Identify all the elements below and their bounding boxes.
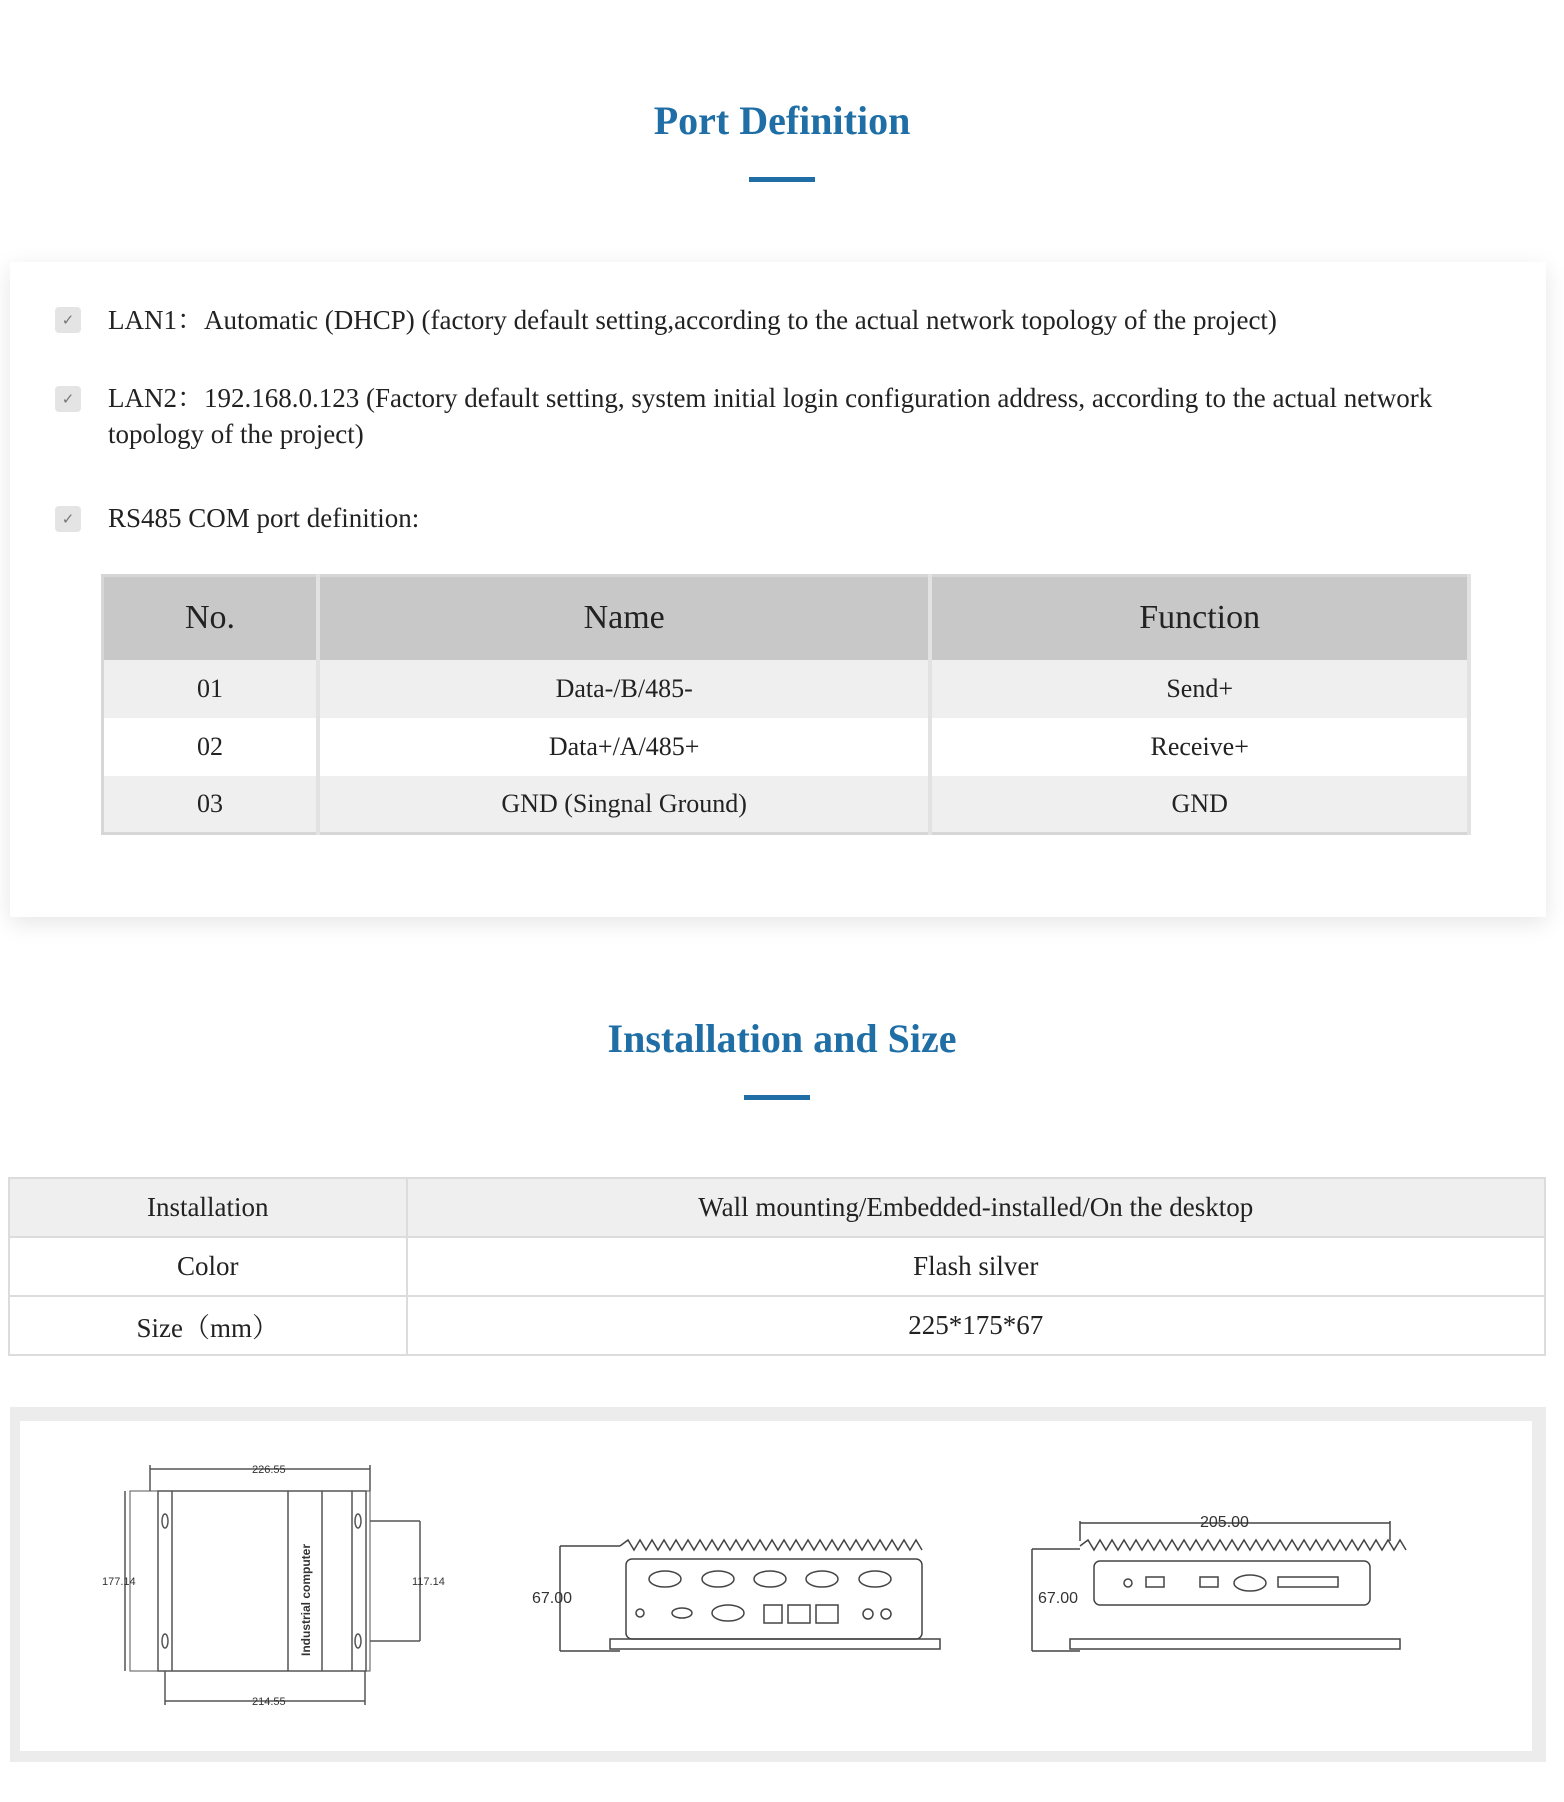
dim-width-top: 226.55 — [252, 1464, 286, 1476]
rear-view-drawing — [1032, 1521, 1406, 1651]
rs485-table — [101, 574, 1471, 835]
cell-name: Data-/B/485- — [318, 660, 930, 718]
header-name: Name — [318, 576, 930, 660]
dim-width-bottom: 214.55 — [252, 1696, 286, 1708]
cell-value: 225*175*67 — [407, 1296, 1545, 1355]
table-row — [103, 776, 1470, 834]
table-row — [103, 718, 1470, 776]
cell-name: GND (Singnal Ground) — [318, 776, 930, 834]
dim-height-right: 117.14 — [412, 1576, 445, 1588]
cell-key: Installation — [9, 1178, 407, 1237]
table-row — [9, 1178, 1545, 1237]
cell-value: Wall mounting/Embedded-installed/On the desktop — [407, 1178, 1545, 1237]
cell-function: Send+ — [930, 660, 1469, 718]
front-view-drawing — [560, 1540, 940, 1651]
top-view-drawing — [125, 1465, 420, 1705]
dim-rear-width: 205.00 — [1200, 1514, 1249, 1531]
dim-height-left: 177.14 — [102, 1576, 136, 1588]
cell-no: 02 — [103, 718, 318, 776]
check-icon: ✓ — [55, 307, 81, 333]
dim-front-height: 67.00 — [532, 1590, 573, 1607]
lan1-text: Automatic (DHCP) (factory default setting,according to the actual network topology of the project) — [204, 305, 1277, 335]
cell-value: Flash silver — [407, 1237, 1545, 1296]
header-function: Function — [930, 576, 1469, 660]
port-definition-card — [10, 262, 1546, 917]
table-row — [103, 660, 1470, 718]
cell-no: 03 — [103, 776, 318, 834]
port-definition-title: Port Definition — [653, 98, 911, 143]
lan2-text-cont: topology of the project) — [108, 419, 364, 449]
installation-size-title: Installation and Size — [607, 1016, 957, 1061]
cell-name: Data+/A/485+ — [318, 718, 930, 776]
cell-key: Size（mm） — [9, 1296, 407, 1355]
lan2-text: 192.168.0.123 (Factory default setting, system initial login configuration address, according to the actual network — [204, 383, 1433, 413]
lan2-label: LAN2： — [108, 383, 204, 413]
header-no: No. — [103, 576, 318, 660]
title-underline — [744, 1095, 810, 1100]
title-underline — [749, 177, 815, 182]
rs485-label: RS485 COM port definition: — [108, 503, 420, 533]
cell-key: Color — [9, 1237, 407, 1296]
dimension-drawing-panel — [10, 1407, 1546, 1762]
installation-table — [8, 1177, 1546, 1356]
check-icon: ✓ — [55, 386, 81, 412]
cell-no: 01 — [103, 660, 318, 718]
table-header-row — [103, 576, 1470, 660]
table-row — [9, 1237, 1545, 1296]
dimension-drawing — [20, 1421, 1532, 1751]
check-icon: ✓ — [55, 506, 81, 532]
cell-function: Receive+ — [930, 718, 1469, 776]
dim-rear-height: 67.00 — [1038, 1590, 1079, 1607]
cell-function: GND — [930, 776, 1469, 834]
table-row — [9, 1296, 1545, 1355]
device-label: Industrial computer — [299, 1543, 313, 1656]
lan1-label: LAN1： — [108, 305, 204, 335]
